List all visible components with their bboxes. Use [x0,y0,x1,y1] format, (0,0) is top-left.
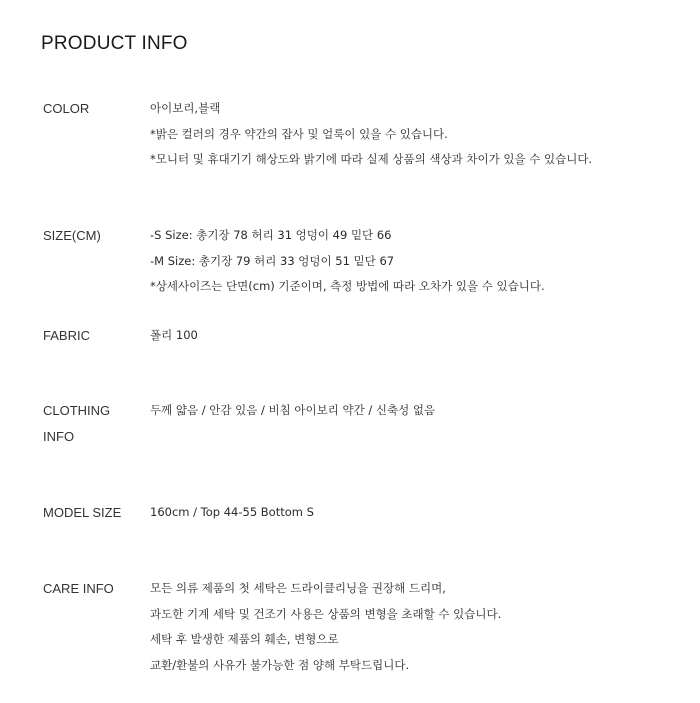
clothing-info-values [150,398,435,424]
care-info-line: 세탁 후 발생한 제품의 훼손, 변형으로 [150,632,339,646]
page-title: PRODUCT INFO [41,33,188,54]
model-size-line: 160cm / Top 44-55 Bottom S [150,505,314,519]
care-info-line: 과도한 기계 세탁 및 건조기 사용은 상품의 변형을 초래할 수 있습니다. [150,606,502,621]
model-size-label: MODEL SIZE [43,505,122,520]
color-line: 아이보리,블랙 [150,101,221,115]
color-values [150,96,592,173]
clothing-info-label-line1: CLOTHING [43,403,111,418]
color-label: COLOR [43,101,90,116]
clothing-info-line: 두께 얇음 / 안감 있음 / 비침 아이보리 약간 / 신축성 없음 [150,403,436,417]
care-info-label: CARE INFO [43,581,114,596]
size-line: -M Size: 총기장 79 허리 33 엉덩이 51 밑단 67 [150,253,395,268]
fabric-label: FABRIC [43,328,90,343]
size-line: *상세사이즈는 단면(cm) 기준이며, 측정 방법에 따라 오차가 있을 수 있습니다. [150,279,545,293]
fabric-values [150,323,198,349]
model-size-values [150,500,314,526]
care-info-values [150,576,501,678]
care-info-line: 교환/환불의 사유가 불가능한 점 양해 부탁드립니다. [150,657,410,672]
fabric-line: 폴리 100 [150,328,198,342]
size-values [150,223,545,300]
clothing-info-label [43,398,110,450]
size-line: -S Size: 총기장 78 허리 31 엉덩이 49 밑단 66 [150,228,392,242]
color-line: *밝은 컬러의 경우 약간의 잡사 및 얼룩이 있을 수 있습니다. [150,126,448,141]
size-label: SIZE(CM) [43,228,101,243]
clothing-info-label-line2: INFO [43,429,75,444]
color-line: *모니터 및 휴대기기 해상도와 밝기에 따라 실제 상품의 색상과 차이가 있을 수 있습니다. [150,152,593,166]
care-info-line: 모든 의류 제품의 첫 세탁은 드라이클리닝을 권장해 드리며, [150,581,446,595]
